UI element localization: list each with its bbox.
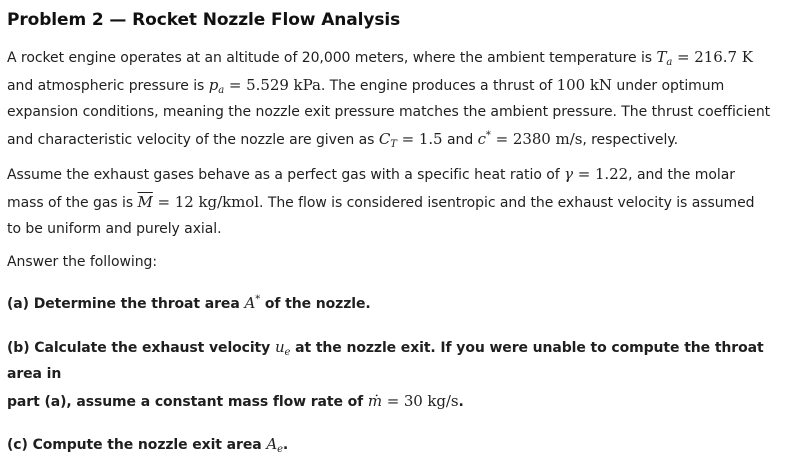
mass-flow-symbol: ṁ xyxy=(367,391,383,410)
problem-title: Problem 2 — Rocket Nozzle Flow Analysis xyxy=(7,10,401,30)
text: and xyxy=(442,131,478,148)
text: A rocket engine operates at an altitude of 20,000 meters, where the ambient temperature is xyxy=(7,50,657,66)
text: (a) Determine the throat area xyxy=(7,296,245,312)
thrust-coefficient-subscript: T xyxy=(390,138,397,150)
exhaust-velocity-subscript: e xyxy=(284,346,291,358)
text: at the nozzle exit. If you were unable to compute the throat area in xyxy=(7,339,764,382)
exit-area-symbol: A xyxy=(266,435,278,453)
ambient-pressure-subscript: a xyxy=(218,84,225,96)
text: , respectively. xyxy=(582,131,678,148)
answer-prompt: Answer the following: xyxy=(7,253,158,270)
ambient-pressure-value: = 5.529 kPa xyxy=(224,75,321,94)
paragraph-assumptions xyxy=(7,161,787,243)
throat-area-superscript: * xyxy=(255,294,261,305)
ambient-temperature-symbol: T xyxy=(656,48,667,66)
ambient-temperature-value: = 216.7 K xyxy=(672,48,753,66)
paragraph-conditions xyxy=(7,44,787,153)
thrust-value: 100 kN xyxy=(556,75,612,94)
text: (b) Calculate the exhaust velocity xyxy=(7,339,275,356)
text: mass of the gas is xyxy=(7,194,138,211)
characteristic-velocity-superscript: * xyxy=(485,129,491,141)
text: Assume the exhaust gases behave as a perfect gas with a specific heat ratio of xyxy=(7,167,565,183)
question-b xyxy=(7,334,787,416)
question-a xyxy=(7,290,787,318)
molar-mass-value: = 12 kg/kmol xyxy=(152,192,260,211)
text: and atmospheric pressure is xyxy=(7,77,209,94)
exhaust-velocity-symbol: u xyxy=(274,337,285,356)
text: . The flow is considered isentropic and the exhaust velocity is assumed xyxy=(259,194,755,211)
text: expansion conditions, meaning the nozzle exit pressure matches the ambient pressure. The thrust coefficient xyxy=(7,104,771,120)
text: part (a), assume a constant mass flow rate of xyxy=(7,393,368,410)
text: under optimum xyxy=(611,77,725,94)
thrust-coefficient-symbol: C xyxy=(378,129,391,148)
text: and characteristic velocity of the nozzle are given as xyxy=(7,131,379,148)
question-c xyxy=(7,431,787,459)
problem-document xyxy=(7,0,787,459)
text: . xyxy=(458,393,464,410)
text: (c) Compute the nozzle exit area xyxy=(7,437,267,453)
gamma-value: = 1.22 xyxy=(572,165,629,183)
gamma-symbol: γ xyxy=(564,165,573,183)
exit-area-subscript: e xyxy=(277,444,283,455)
ambient-temperature-subscript: a xyxy=(666,57,673,68)
text: of the nozzle. xyxy=(260,296,371,312)
molar-mass-symbol: $\overline{M}$ xyxy=(137,192,153,211)
text: . The engine produces a thrust of xyxy=(320,77,557,94)
throat-area-symbol: A xyxy=(244,294,256,312)
characteristic-velocity-symbol: c xyxy=(477,129,486,148)
ambient-pressure-symbol: p xyxy=(208,75,219,94)
mass-flow-value: = 30 kg/s xyxy=(382,391,459,410)
text: . xyxy=(282,437,289,453)
characteristic-velocity-value: = 2380 m/s xyxy=(490,129,583,148)
text: to be uniform and purely axial. xyxy=(7,221,222,237)
text: , and the molar xyxy=(628,167,735,183)
thrust-coefficient-value: = 1.5 xyxy=(396,129,443,148)
